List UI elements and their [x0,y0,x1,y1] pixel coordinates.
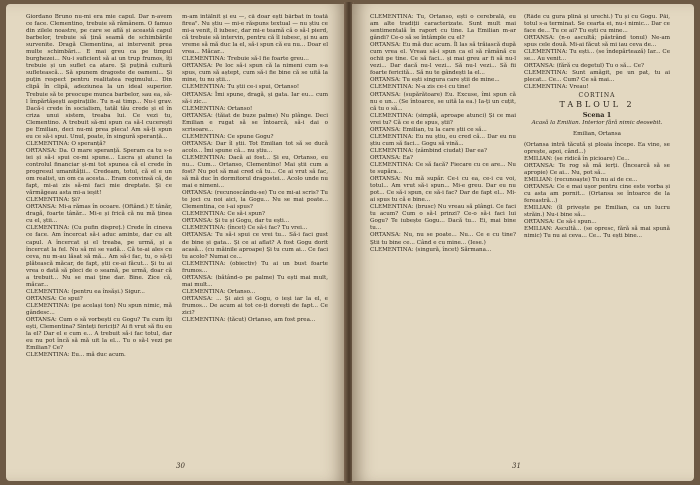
dialogue-paragraph: ORTANSA: (fără cu degetul) Tu o să... Ce? [524,63,645,70]
stage-direction: Acasă la Emilian. Interior fără nimic deosebit. [531,119,663,126]
dialogue-paragraph: CLEMENTINA: Ortanso... [182,288,256,295]
dialogue-paragraph: ORTANSA: Ce spui? [26,295,83,302]
dialogue-paragraph: CLEMENTINA: N-a zis ce-i cu tine! [370,84,471,91]
dialogue-paragraph: ORTANSA: Da. O mare speranță. Speram ca tu s-o iei și să-i spui ce-mi spune... Lucra și atunci la controlul financiar și-mi tot spunea că el crede în progresul umanității... Credeam, totul, că el e un om realist, un om ca acesta... Eram convinsă că, de fapt, mi-ai zis să-mi faci mie dreptate. Și ce vărmăgeau asta mi-a ieșit! [26,147,172,197]
dialogue-paragraph: CLEMENTINA: (Cu pufin dispreț.) Crede în cineva ce face. Am încercat să-i aduc aminte, dar cu alt capul. A încercat și el treaba, pe urmă, și a încercat la fel. Nu să mi se vadă... Că te-ai ales cu ceva, nu m-au lăsat să mă... Am să-i fac, tu, o să-ți plătească măcar, de fapt, știi ce-ai făcut... Și tu ai vrea o dată să pleci de o seamă, pe urmă, doar că a trebuit... Nu se mai ține dar. Bine. Zice că, măcar... [26,225,172,288]
dialogue-paragraph: ORTANSA: Dar îl știi. Tot Emilian tot să se ducă acolo... Îmi spune că... nu știu... [182,140,328,154]
dialogue-paragraph: CLEMENTINA: Ce spune Gogu? [182,133,274,140]
dialogue-paragraph: CLEMENTINA: Ce să-i spun? [182,211,266,218]
dialogue-paragraph: ORTANSA: Cum o să vorbești cu Gogu? Tu cum îți ești, Clementina? Sinteți fericiți? Ai fi vrut să fiu eu la el? Dar el e cum e... A trebuit să-i fac totul, dar eu nu pot încă să mă uit la el... Tu o să-l vezi pe Emilian? Ce? [26,317,172,352]
dialogue-paragraph: m-am întâlnit și eu —, că doar ești bărbat în toată firea". Nu știu — mi-e răspuns textual — nu știu ce mi-a venit, îl iubesc, dar mi-e teamă că o să-l pierd, că trebuie să intervin, pentru că îl iubesc, și nu am vreme să mă duc la el, să-i spun că eu nu... Doar el vrea... Măcar... [182,14,328,56]
dialogue-paragraph: Giordano Bruno nu-mi era mie capul. Dar n-avem ce face. Clementino, trebuie să rămânem. O famuo din zilele noastre, pe care se află și această capul barbelor, trebuie să țină seamă de schimbările survenite. Dragă Clementina, ai intervenit prea multe schimbări... E mai greu ca pe timpul burghezei... Nu-i suficient să ai un trup frumos, îți trebuie și un suflet ca atare. Și puțină cultură sufletească... Să spunem dragoste de oameni... Și puțin respect pentru realitatea regimului... Din clipă în clipă, adeziunea la un ideal superior. Trebuie să te preocupe munca barbelor, sau ea, să-l împărtășești aspirațiile. Tu n-ai timp... Nu-i grav. Dacă-i crede în socialism, tatăl tău crede și el în criza unui sistem, treaba lui. Ce vezi tu, Clementino. A trebuit să-mi spun ca să-l cucerești pe Emilian, deci nu-mi prea pleca! Am să-ți spun eu ce să-i spui. Unul, poate, în singură speranță... [26,14,172,140]
dialogue-paragraph: ORTANSA: Îmi spune, dragă, și gata. Iar eu... cum să-i zic... [182,91,328,105]
dialogue-paragraph: ORTANSA: Pe loc să-i spun că la nimeni cum s-a spus, cum să aștept, cum să-i fie bine că se uită la mine, tu nu știi... [182,63,328,84]
dialogue-paragraph: CLEMENTINA: (tăcut) Ortanso, am fost prea... [182,317,316,324]
dialogue-paragraph: CLEMENTINA: Tu știi ce-i spui, Ortanso! [182,84,300,91]
dialogue-paragraph: CLEMENTINA: Eu... mă duc acum. [26,352,126,359]
dialogue-paragraph: CLEMENTINA: (zâmbind ciudat) Dar ea? [370,147,487,154]
left-page-column-2 [182,14,328,454]
dialogue-paragraph: ORTANSA: ... Și aici și Gogu, o ieși iar la el, e frumos... De acum ai tot ce-ți dorești de fapt... Ce zici? [182,295,328,316]
dialogue-paragraph: CLEMENTINA: O speranță? [26,140,106,147]
dialogue-paragraph: ORTANSA: Și tu și Gogu, dar tu ești... [182,218,290,225]
dialogue-paragraph: CLEMENTINA: Tu ești... (se îndepărtează) Iar... Ce se... Au venit... [524,49,670,63]
tableau-heading: TABLOUL 2 [559,99,635,109]
scene-characters: Emilian, Ortansa [573,130,621,137]
dialogue-paragraph: ORTANSA: (bătând-o pe palme) Tu ești mai mult, mai mult... [182,274,328,288]
dialogue-paragraph: CLEMENTINA: (încet) Ce să-i fac? Tu vrei... [182,225,308,232]
dialogue-paragraph: CLEMENTINA: Ortanso! [182,105,253,112]
dialogue-paragraph: CLEMENTINA: (pentru ea însăși.) Sigur... [26,288,145,295]
dialogue-paragraph: CLEMENTINA: (pe același ton) Nu spun nimic, mă gândesc... [26,302,172,316]
dialogue-paragraph: ORTANSA: Eu mă duc acum. Îl las să trăiască după cum vrea el. Vreau să-i spun ca el să rămână cu ochii pe tine. Ce să faci... și mai greu ar fi să nu-l vezi... Dar dacă nu-l vezi... Să nu-l vezi... Să fii foarte fericită... Să nu te gândești la el... [370,42,516,77]
right-page-column-2 [524,14,670,454]
dialogue-paragraph: CLEMENTINA: Dacă ai fost... Și eu, Ortanso, eu nu... Cum... Ortanso, Clementino! Mai știi cum a fost? Nu pot să mai cred că tu... Ce ai vrut să fac, să mă duc în dormitorul dragostei... Acolo unde nu mai e nimeni... [182,154,328,190]
dialogue-paragraph: (Râde cu gura plină și urechi.) Tu și cu Gogu. Păi, totul s-a terminat. Se cearta ei, nu-i nimic... Dar ce face de... Tu ce ai? Tu ești cu mine... [524,14,670,35]
dialogue-paragraph: CLEMENTINA: (singură, încet) Sărmana... [370,246,492,253]
dialogue-paragraph: CLEMENTINA: Și? [26,197,80,204]
dialogue-paragraph: ORTANSA: Mi-a rămas în ocoare. (Oftând.) E tânăr, dragă, foarte tânăr... Mi-e și frică că nu mă ținea cu el, știi... [26,204,172,225]
dialogue-paragraph: ORTANSA: Nu, nu se poate... Nu... Ce e cu tine? Știi tu bine ce... Când e cu mine... (Iese.) [370,232,516,246]
page-number-left: 30 [176,462,185,470]
dialogue-paragraph: ORTANSA: Te rog să mă ierți. (Încearcă să se apropie) Ce ai... Nu, pot să... [524,162,670,176]
curtain-note: CORTINA [578,91,616,99]
dialogue-paragraph: EMILIAN: Ascultă... (se opresc, fără să mai spună nimic) Tu nu ai ceva... Ce... Tu ești bine... [524,226,670,240]
dialogue-paragraph: ORTANSA: Ea? [370,154,414,161]
dialogue-paragraph: ORTANSA: (recunoscându-se) Tu ce mi-ai scris? Tu te joci cu noi aici, la Gogu... Nu se mai poate... Clementina, ce i-ai spus? [182,190,328,211]
dialogue-paragraph: ORTANSA: Tu ești singura care știi de mine... [370,77,500,84]
dialogue-paragraph: ORTANSA: Ce e mai ușor pentru cine este vorba și cu asta am pornit... (Ortansa se întoarce de la fereastră...) [524,183,670,205]
scene-heading: Scena 1 [582,110,612,119]
page-number-right: 31 [512,462,521,470]
dialogue-paragraph: (Ortansa intră tăcută și ploaia începe. Ea vine, se oprește, apoi, când...) [524,141,670,155]
dialogue-paragraph: ORTANSA: Ce să-i spun... [524,219,597,226]
dialogue-paragraph: EMILIAN: (îl privește pe Emilian, ca un lucru străin.) Nu-i bine să... [524,205,670,219]
dialogue-paragraph: ORTANSA: Nu mă supăr. Ce-i cu ea, ce-i cu voi, totul... Am vrut să-i spun... Mi-e greu. Dar eu nu pot... Ce să-i spun, ce să-i fac? Dar de fapt el... Mi-ai spus tu că e bine... [370,176,516,204]
dialogue-paragraph: ORTANSA: Emilian, tu la care știi ce să... [370,126,487,133]
dialogue-paragraph: CLEMENTINA: Tu, Ortanso, ești o cerebrală, eu am alte tradiții caracterizate. Sunt mult mai sentimentală în raport cu tine. La Emilian m-ar gândi? Ce-o să se întâmple cu el? [370,14,516,42]
dialogue-paragraph: CLEMENTINA: Sunt amăgit, pe un pat, tu ai plecat... Ce... Cum? Ce să mai... [524,70,670,84]
dialogue-paragraph: ORTANSA: (supărătoare) Eu. Excuse, îmi spun că nu e un... (Se întoarce, se uită la ea.) Ia-ți un cuțit, că tu o să... [370,91,516,112]
left-page-column-1 [26,14,172,454]
dialogue-paragraph: CLEMENTINA: Eu nu știu, eu cred că... Dar eu nu știu cum să faci... Gogu să vină... [370,133,516,147]
dialogue-paragraph: CLEMENTINA: Vreau! [524,84,589,91]
right-page-column-1 [370,14,516,454]
dialogue-paragraph: CLEMENTINA: (simplă, aproape atunci) Și ce mai vrei tu? Că ce e de spus, știi? [370,112,516,126]
dialogue-paragraph: CLEMENTINA: (obiectiv) Tu ai un bust foarte frumos... [182,260,328,274]
dialogue-paragraph: CLEMENTINA: Trebuie să-l fie foarte greu... [182,56,309,63]
right-page [352,4,694,481]
dialogue-paragraph: ORTANSA: (n-o ascultă; păstrând tonul) Ne-am spus cele două. Mi-ai făcut să mi iau ceva de... [524,35,670,49]
dialogue-paragraph: CLEMENTINA: Ce să facă? Fiecare cu ce are... Nu te supăra... [370,161,516,176]
dialogue-paragraph: ORTANSA: (tăiat de buze palme) Nu plânge. Deci Emilian e rugat să se întoarcă, să-i dai o scrisoare... [182,112,328,133]
dialogue-paragraph: ORTANSA: Tu să-i spui ce vrei tu... Să-i faci gust de bine și gata... Și ce ai aflat? A fost Gogu dorit acasă... (cu mâinile aproape) Și tu cum ai... Ce faci tu acolo? Numai ce... [182,232,328,260]
left-page [6,4,346,481]
dialogue-paragraph: EMILIAN: (se ridică în picioare) Ce... [524,155,630,162]
dialogue-paragraph: EMILIAN: (recunoaște) Tu nu ai de ce... [524,176,638,183]
dialogue-paragraph: CLEMENTINA: (brusc) Nu vreau să plângi. Ce faci tu acum? Cum o să-l prinzi? Ce-o să-i faci lui Gogu? Te iubește Gogu... Dacă tu... Ei, mai bine tu... [370,204,516,232]
